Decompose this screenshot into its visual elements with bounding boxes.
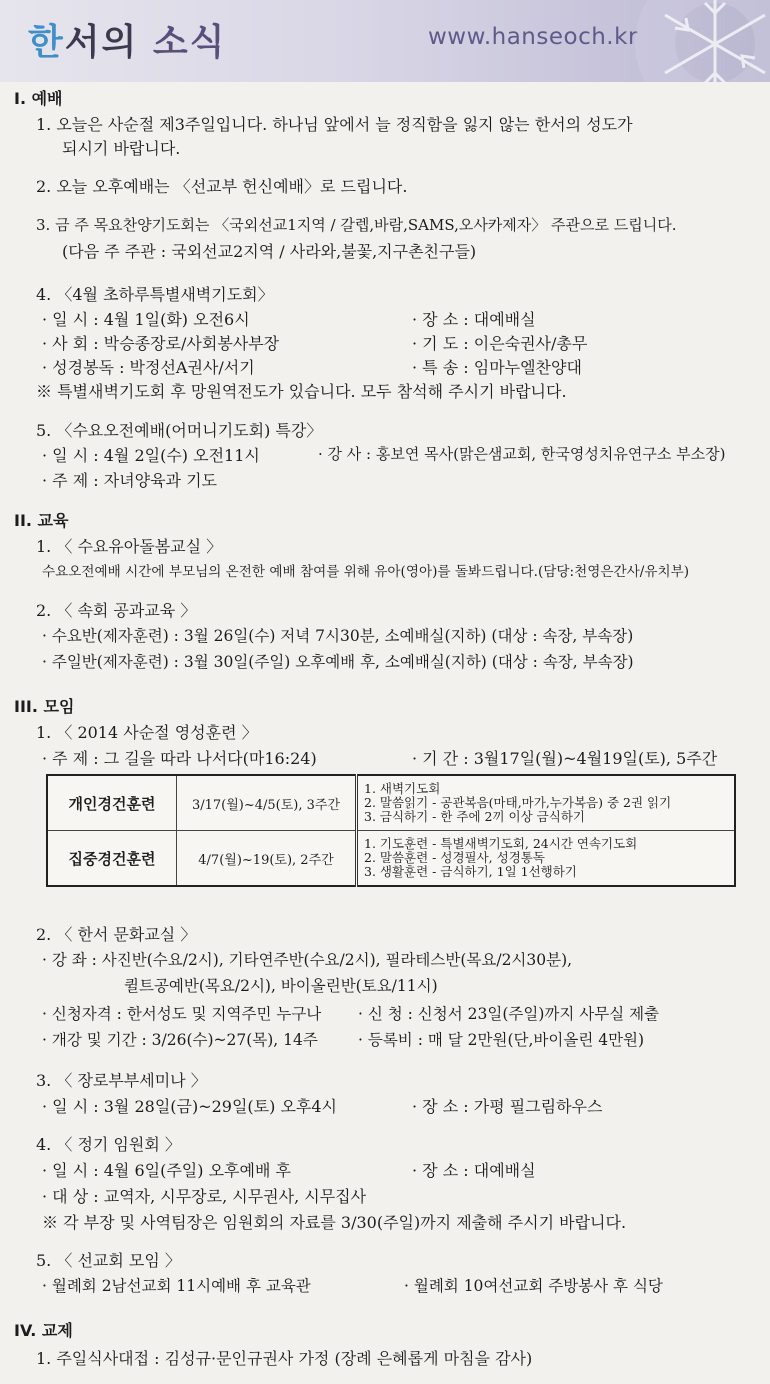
- lecture-time: · 일 시 : 4월 2일(수) 오전11시: [42, 446, 260, 465]
- training-period: 4/7(월)~19(토), 2주간: [177, 831, 357, 887]
- title-char-2: 서의: [64, 22, 139, 63]
- lecture-topic: · 주 제 : 자녀양육과 기도: [42, 471, 218, 490]
- section-title-worship: I. 예배: [14, 89, 63, 108]
- title-char-1: 한: [28, 22, 65, 63]
- mission-meeting-1: · 월례회 2남선교회 11시예배 후 교육관: [42, 1277, 311, 1295]
- culture-courses-2: 퀼트공예반(목요/2시), 바이올린반(토요/11시): [124, 977, 438, 995]
- worship-item-5: 5. 〈수요오전예배(어머니기도회) 특강〉: [36, 421, 323, 440]
- dawn-prayer-song: · 특 송 : 임마누엘찬양대: [412, 358, 582, 377]
- training-item: 2. 말씀읽기 - 공관복음(마태,마가,누가복음) 중 2권 읽기: [364, 795, 672, 810]
- training-item: 1. 기도훈련 - 특별새벽기도회, 24시간 연속기도회: [364, 836, 638, 851]
- education-item-1: 1. 〈 수요유아돌봄교실 〉: [36, 537, 223, 556]
- table-row: [47, 831, 735, 887]
- meeting-item-3: 3. 〈 장로부부세미나 〉: [36, 1071, 207, 1090]
- wednesday-class: · 수요반(제자훈련) : 3월 26일(수) 저녁 7시30분, 소예배실(지하) (대상 : 속장, 부속장): [42, 627, 634, 645]
- dawn-prayer-reading: · 성경봉독 : 박정선A권사/서기: [42, 358, 255, 377]
- sunday-class: · 주일반(제자훈련) : 3월 30일(주일) 오후예배 후, 소예배실(지하) (대상 : 속장, 부속장): [42, 653, 634, 671]
- dawn-prayer-host: · 사 회 : 박승종장로/사회봉사부장: [42, 334, 280, 353]
- newsletter-title: [28, 14, 226, 65]
- meeting-item-4: 4. 〈 정기 임원회 〉: [36, 1135, 181, 1154]
- worship-item-3b: (다음 주 주관 : 국외선교2지역 / 사라와,불꽃,지구촌친구들): [62, 242, 477, 261]
- dawn-prayer-time: · 일 시 : 4월 1일(화) 오전6시: [42, 310, 250, 329]
- seminar-time: · 일 시 : 3월 28일(금)~29일(토) 오후4시: [42, 1097, 338, 1116]
- mission-meeting-2: · 월례회 10여선교회 주방봉사 후 식당: [404, 1277, 663, 1295]
- culture-courses-1: · 강 좌 : 사진반(수요/2시), 기타연주반(수요/2시), 필라테스반(목요/2시30분),: [42, 951, 573, 969]
- section-title-fellowship: IV. 교제: [14, 1321, 73, 1340]
- culture-application: · 신 청 : 신청서 23일(주일)까지 사무실 제출: [358, 1005, 660, 1023]
- education-item-2: 2. 〈 속회 공과교육 〉: [36, 601, 197, 620]
- fellowship-item-1: 1. 주일식사대접 : 김성규·문인규권사 가정 (장례 은혜롭게 마침을 감사): [36, 1349, 533, 1368]
- training-item: 3. 금식하기 - 한 주에 2끼 이상 금식하기: [364, 809, 585, 824]
- title-char-3: 소식: [138, 22, 227, 63]
- worship-item-3a: 3. 금 주 목요찬양기도회는 〈국외선교1지역 / 갈렙,바람,SAMS,오사카제자〉 주관으로 드립니다.: [36, 216, 677, 234]
- lent-theme: · 주 제 : 그 길을 따라 나서다(마16:24): [42, 749, 317, 768]
- meeting-item-2: 2. 〈 한서 문화교실 〉: [36, 925, 197, 944]
- seminar-place: · 장 소 : 가평 필그림하우스: [412, 1097, 603, 1116]
- training-item: 1. 새벽기도회: [364, 781, 441, 796]
- culture-fee: · 등록비 : 매 달 2만원(단,바이올린 4만원): [358, 1031, 645, 1049]
- website-url[interactable]: www.hanseoch.kr: [428, 24, 638, 50]
- training-item: 2. 말씀훈련 - 성경필사, 성경통독: [364, 850, 545, 865]
- worship-item-1b: 되시기 바랍니다.: [62, 139, 181, 158]
- worship-item-1a: 1. 오늘은 사순절 제3주일입니다. 하나님 앞에서 늘 정직함을 잃지 않는 한서의 성도가: [36, 115, 633, 134]
- meeting-item-5: 5. 〈 선교회 모임 〉: [36, 1251, 181, 1270]
- training-items: [357, 775, 736, 831]
- worship-item-4: 4. 〈4월 초하루특별새벽기도회〉: [36, 285, 274, 304]
- header-banner: [0, 0, 770, 82]
- lecture-speaker: · 강 사 : 홍보연 목사(맑은샘교회, 한국영성치유연구소 부소장): [318, 445, 726, 463]
- board-meeting-place: · 장 소 : 대예배실: [412, 1161, 536, 1180]
- table-row: [47, 775, 735, 831]
- training-name: 개인경건훈련: [47, 775, 177, 831]
- training-table: [46, 774, 736, 887]
- lent-period: · 기 간 : 3월17일(월)~4월19일(토), 5주간: [412, 749, 718, 768]
- training-name: 집중경건훈련: [47, 831, 177, 887]
- section-title-education: II. 교육: [14, 511, 69, 530]
- snowflake-icon: [620, 0, 770, 82]
- dawn-prayer-place: · 장 소 : 대예배실: [412, 310, 536, 329]
- training-item: 3. 생활훈련 - 금식하기, 1일 1선행하기: [364, 864, 577, 879]
- culture-schedule: · 개강 및 기간 : 3/26(수)~27(목), 14주: [42, 1031, 318, 1049]
- board-meeting-time: · 일 시 : 4월 6일(주일) 오후예배 후: [42, 1161, 291, 1180]
- culture-eligibility: · 신청자격 : 한서성도 및 지역주민 누구나: [42, 1005, 322, 1023]
- dawn-prayer-note: ※ 특별새벽기도회 후 망원역전도가 있습니다. 모두 참석해 주시기 바랍니다.: [36, 382, 567, 401]
- training-items: [357, 831, 736, 887]
- section-title-meetings: III. 모임: [14, 697, 75, 716]
- training-period: 3/17(월)~4/5(토), 3주간: [177, 775, 357, 831]
- board-meeting-note: ※ 각 부장 및 사역팀장은 임원회의 자료를 3/30(주일)까지 제출해 주시기 바랍니다.: [42, 1213, 627, 1232]
- childcare-desc: 수요오전예배 시간에 부모님의 온전한 예배 참여를 위해 유아(영아)를 돌봐드립니다.(담당:천영은간사/유치부): [42, 564, 690, 580]
- dawn-prayer-prayer: · 기 도 : 이은숙권사/총무: [412, 334, 588, 353]
- worship-item-2: 2. 오늘 오후예배는 〈선교부 헌신예배〉로 드립니다.: [36, 177, 408, 196]
- meeting-item-1: 1. 〈 2014 사순절 영성훈련 〉: [36, 723, 258, 742]
- board-meeting-attendees: · 대 상 : 교역자, 시무장로, 시무권사, 시무집사: [42, 1187, 367, 1206]
